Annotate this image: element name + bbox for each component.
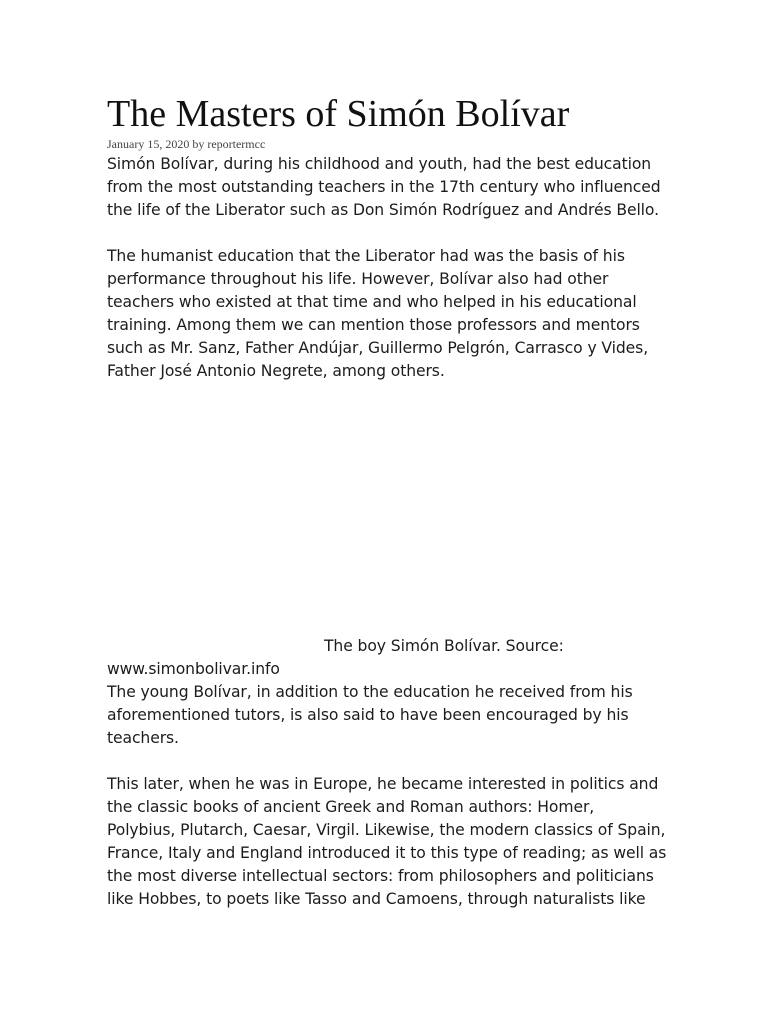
image-caption-text: The boy Simón Bolívar. Source: www.simonbolivar.info [107, 637, 564, 678]
paragraph-2: The humanist education that the Liberator had was the basis of his performance throughout his life. However, Bolívar also had other teachers who existed at that time and who helped in his educational training. Among them we can mention those professors and mentors such as Mr. Sanz, Father Andújar, Guillermo Pelgrón, Carrasco y Vides, Father José Antonio Negrete, among others. [107, 247, 649, 380]
article-image-placeholder [107, 383, 667, 635]
paragraph-spacer [107, 750, 667, 773]
article [107, 92, 667, 911]
article-title: The Masters of Simón Bolívar [107, 93, 570, 135]
paragraph-3: The young Bolívar, in addition to the education he received from his aforementioned tutors, is also said to have been encouraged by his teachers. [107, 683, 633, 747]
author-link[interactable]: reportermcc [207, 137, 266, 151]
article-meta [107, 137, 667, 151]
image-caption [107, 635, 667, 681]
publish-date[interactable]: January 15, 2020 [107, 137, 190, 151]
paragraph-4: This later, when he was in Europe, he became interested in politics and the classic books of ancient Greek and Roman authors: Homer, Polybius, Plutarch, Caesar, Virgil. Likewise, the modern classics of Spain, France, Italy and England introduced it to this type of reading; as well as the most diverse intellectual sectors: from philosophers and politicians like Hobbes, to poets like Tasso and Camoens, through naturalists like [107, 775, 667, 908]
byline-by: by [192, 137, 205, 151]
paragraph-spacer [107, 222, 667, 245]
paragraph-1: Simón Bolívar, during his childhood and youth, had the best education from the most outstanding teachers in the 17th century who influenced the life of the Liberator such as Don Simón Rodríguez and Andrés Bello. [107, 155, 661, 219]
